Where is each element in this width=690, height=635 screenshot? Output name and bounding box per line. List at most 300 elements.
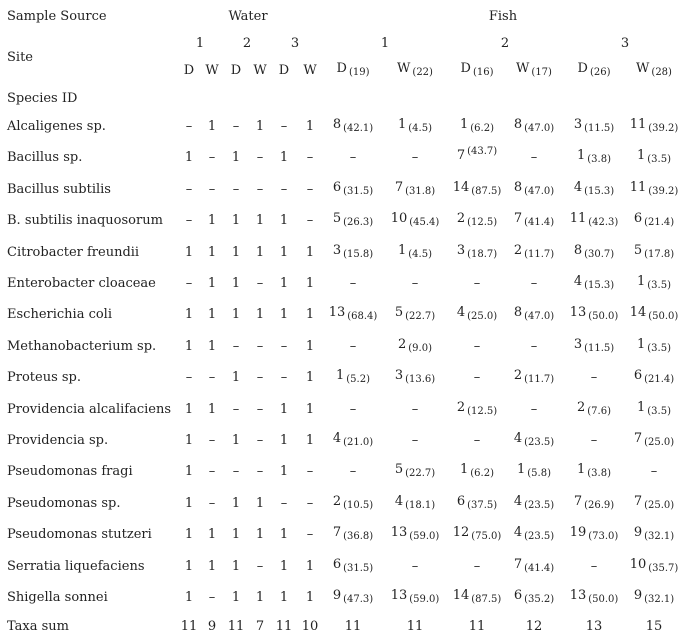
fish-cell <box>634 525 674 542</box>
fish-cell <box>460 462 494 479</box>
water-cell <box>232 276 240 292</box>
cell-percent: (50.0) <box>588 311 619 322</box>
cell-count: – <box>349 150 357 165</box>
cell-percent: (32.1) <box>644 531 675 542</box>
cell-count: 11 <box>629 117 647 132</box>
sum-value: 11 <box>227 619 245 634</box>
species-label: Proteus sp. <box>7 370 82 385</box>
fish-cell <box>531 276 538 292</box>
cell-count: 1 <box>398 117 407 132</box>
cell-count: 4 <box>573 180 583 195</box>
cell-percent: (5.2) <box>346 374 370 385</box>
cell-count: – <box>650 464 658 479</box>
cell-value: 1 <box>255 527 265 542</box>
sum-value: 11 <box>344 619 362 634</box>
cell-value: 1 <box>184 527 194 542</box>
water-cell <box>280 213 288 229</box>
taxa-sum-fish <box>345 619 362 635</box>
cell-count: 4 <box>456 305 466 320</box>
cell-value: 1 <box>231 307 241 322</box>
cell-count: – <box>411 402 419 417</box>
fish-cell <box>333 117 373 134</box>
water-cell <box>306 590 314 606</box>
fish-cell <box>457 211 497 228</box>
taxa-sum-water <box>228 619 245 635</box>
fish-cell <box>517 462 551 479</box>
water-cell <box>185 245 193 261</box>
cell-count: 5 <box>394 305 404 320</box>
species-label: Pseudomonas fragi <box>7 464 133 479</box>
fish-cell <box>336 368 370 385</box>
fish-cell <box>333 243 373 260</box>
cell-value: – <box>185 276 193 291</box>
fish-cell <box>514 368 554 385</box>
fish-site-1: 1 <box>380 36 390 51</box>
cell-percent: (39.2) <box>648 186 679 197</box>
cell-count: 1 <box>637 274 646 289</box>
water-cell <box>280 527 288 543</box>
cell-count: 1 <box>577 148 586 163</box>
cell-count: – <box>411 276 419 291</box>
cell-value: 1 <box>231 276 241 291</box>
water-dw-header <box>231 63 241 79</box>
cell-value: – <box>232 402 240 417</box>
fish-cell <box>474 370 481 386</box>
cell-percent: (21.4) <box>644 217 675 228</box>
cell-value: – <box>280 496 288 511</box>
cell-value: 1 <box>231 370 241 385</box>
water-cell <box>208 245 216 261</box>
water-cell <box>209 433 216 449</box>
cell-value: – <box>306 496 314 511</box>
fish-cell <box>333 180 373 197</box>
cell-count: 2 <box>513 243 523 258</box>
cell-percent: (47.0) <box>524 186 555 197</box>
water-cell <box>209 464 216 480</box>
cell-count: 6 <box>332 180 342 195</box>
taxa-sum-water <box>256 619 264 635</box>
fish-cell <box>514 243 554 260</box>
sample-count: (16) <box>472 67 494 78</box>
fish-cell <box>630 557 679 574</box>
cell-count: 7 <box>332 525 342 540</box>
water-cell <box>232 307 240 323</box>
cell-count: 8 <box>332 117 342 132</box>
cell-count: 4 <box>513 431 523 446</box>
water-cell <box>186 182 193 198</box>
cell-count: – <box>590 370 598 385</box>
cell-value: 1 <box>279 150 289 165</box>
cell-percent: (87.5) <box>471 594 502 605</box>
cell-count: 9 <box>633 588 643 603</box>
fish-cell <box>350 339 357 355</box>
water-cell <box>306 339 314 355</box>
dw-label: W <box>303 63 317 78</box>
sample-source-label: Sample Source <box>7 9 107 24</box>
cell-percent: (22.7) <box>405 468 436 479</box>
cell-count: 5 <box>394 462 404 477</box>
cell-percent: (12.5) <box>467 217 498 228</box>
cell-value: 1 <box>305 307 315 322</box>
cell-count: – <box>411 559 419 574</box>
water-group-label: Water <box>228 9 268 24</box>
cell-value: 1 <box>184 464 194 479</box>
cell-percent: (7.6) <box>587 406 611 417</box>
water-cell <box>307 464 314 480</box>
sample-count: (19) <box>348 67 370 78</box>
cell-percent: (26.9) <box>584 500 615 511</box>
cell-count: 12 <box>452 525 470 540</box>
cell-percent: (39.2) <box>648 123 679 134</box>
cell-percent: (3.5) <box>647 343 671 354</box>
cell-count: 7 <box>633 494 643 509</box>
cell-value: 1 <box>207 245 217 260</box>
fish-cell <box>634 211 674 228</box>
cell-percent: (35.2) <box>524 594 555 605</box>
sum-value: 7 <box>255 619 265 634</box>
cell-count: 3 <box>456 243 466 258</box>
fish-cell <box>412 433 419 449</box>
water-cell <box>307 182 314 198</box>
cell-count: – <box>473 559 481 574</box>
species-name <box>7 527 152 543</box>
cell-count: – <box>411 150 419 165</box>
cell-value: – <box>185 370 193 385</box>
fish-cell <box>531 339 538 355</box>
dw-label: D <box>460 61 471 76</box>
cell-percent: (25.0) <box>467 311 498 322</box>
cell-count: – <box>349 276 357 291</box>
species-name <box>7 402 171 418</box>
fish-cell <box>570 305 619 322</box>
water-cell <box>307 213 314 229</box>
fish-cell <box>514 117 554 134</box>
water-cell <box>232 150 240 166</box>
cell-value: 1 <box>255 245 265 260</box>
fish-cell <box>570 588 619 605</box>
cell-percent: (59.0) <box>409 594 440 605</box>
cell-count: – <box>349 339 357 354</box>
cell-count: – <box>530 402 538 417</box>
water-cell <box>232 370 240 386</box>
fish-cell <box>412 276 419 292</box>
cell-percent: (11.5) <box>584 343 615 354</box>
cell-count: 13 <box>569 305 587 320</box>
cell-value: 1 <box>305 339 315 354</box>
cell-value: – <box>256 150 264 165</box>
water-cell <box>280 464 288 480</box>
dw-label: W <box>397 61 411 76</box>
cell-count: – <box>411 433 419 448</box>
cell-value: 1 <box>184 402 194 417</box>
cell-value: – <box>256 433 264 448</box>
fish-cell <box>412 150 419 166</box>
water-cell <box>306 402 314 418</box>
cell-percent: (50.0) <box>648 311 679 322</box>
fish-group-label: Fish <box>488 9 518 24</box>
cell-percent: (5.8) <box>527 468 551 479</box>
cell-percent: (23.5) <box>524 531 555 542</box>
cell-count: – <box>349 402 357 417</box>
cell-count: 4 <box>573 274 583 289</box>
cell-percent: (3.5) <box>647 406 671 417</box>
water-cell <box>185 590 193 606</box>
species-name <box>7 119 106 135</box>
cell-percent: (47.0) <box>524 311 555 322</box>
cell-value: – <box>208 150 216 165</box>
water-cell <box>306 245 314 261</box>
water-cell <box>185 339 193 355</box>
taxa-sum-text: Taxa sum <box>7 619 69 634</box>
cell-value: – <box>185 213 193 228</box>
water-cell <box>256 119 264 135</box>
species-label: Providencia alcalifaciens <box>7 402 171 417</box>
cell-value: – <box>232 182 240 197</box>
water-cell <box>257 339 264 355</box>
taxa-sum-fish <box>407 619 424 635</box>
fish-cell <box>474 339 481 355</box>
water-cell <box>185 307 193 323</box>
water-cell <box>257 464 264 480</box>
cell-value: 1 <box>305 590 315 605</box>
fish-cell <box>333 525 373 542</box>
cell-percent: (15.8) <box>343 249 374 260</box>
cell-count: 1 <box>460 117 469 132</box>
fish-cell <box>570 525 619 542</box>
water-cell <box>208 559 216 575</box>
water-cell <box>232 433 240 449</box>
cell-value: 1 <box>231 590 241 605</box>
cell-percent: (41.4) <box>524 217 555 228</box>
cell-value: 1 <box>231 559 241 574</box>
dw-label: W <box>516 61 530 76</box>
cell-count: 14 <box>629 305 647 320</box>
fish-cell <box>574 117 614 134</box>
species-name <box>7 150 82 166</box>
taxa-sum-water <box>181 619 198 635</box>
cell-count: 8 <box>513 180 523 195</box>
fish-cell <box>453 588 502 605</box>
fish-cell <box>333 494 373 511</box>
cell-percent: (87.5) <box>471 186 502 197</box>
cell-value: – <box>306 213 314 228</box>
cell-percent: (17.8) <box>644 249 675 260</box>
fish-dw-header <box>516 61 552 78</box>
cell-value: 1 <box>231 433 241 448</box>
fish-cell <box>637 274 671 291</box>
fish-cell <box>514 525 554 542</box>
fish-cell <box>630 305 679 322</box>
cell-value: 1 <box>305 402 315 417</box>
cell-percent: (30.7) <box>584 249 615 260</box>
cell-value: 1 <box>255 496 265 511</box>
fish-cell <box>412 559 419 575</box>
cell-percent: (31.8) <box>405 186 436 197</box>
fish-dw-header <box>578 61 611 78</box>
cell-value: 1 <box>207 339 217 354</box>
cell-value: 1 <box>279 590 289 605</box>
species-label: Bacillus subtilis <box>7 182 111 197</box>
cell-count: 10 <box>629 557 647 572</box>
cell-percent: (3.5) <box>647 154 671 165</box>
cell-count: 6 <box>633 211 643 226</box>
water-cell <box>233 119 240 135</box>
fish-cell <box>350 402 357 418</box>
sample-count: (28) <box>651 67 672 78</box>
fish-cell <box>574 243 614 260</box>
cell-value: 1 <box>279 559 289 574</box>
water-cell <box>208 307 216 323</box>
cell-count: 13 <box>390 588 408 603</box>
cell-percent: (73.0) <box>588 531 619 542</box>
sample-count: (22) <box>412 67 433 78</box>
water-cell <box>232 213 240 229</box>
species-label: Methanobacterium sp. <box>7 339 157 354</box>
cell-count: – <box>349 464 357 479</box>
cell-value: 1 <box>184 307 194 322</box>
species-label: Pseudomonas stutzeri <box>7 527 152 542</box>
water-cell <box>307 496 314 512</box>
water-cell <box>280 590 288 606</box>
fish-cell <box>577 400 611 417</box>
cell-value: – <box>306 150 314 165</box>
fish-dw-header <box>397 61 433 78</box>
cell-value: – <box>208 370 216 385</box>
cell-count: 2 <box>456 400 466 415</box>
water-cell <box>185 150 193 166</box>
cell-count: 1 <box>637 400 646 415</box>
cell-percent: (42.3) <box>588 217 619 228</box>
species-label: Serratia liquefaciens <box>7 559 145 574</box>
sum-value: 15 <box>645 619 663 634</box>
fish-cell <box>514 557 554 574</box>
cell-value: – <box>256 402 264 417</box>
fish-dw-header <box>636 61 672 78</box>
fish-cell <box>531 150 538 166</box>
fish-cell <box>591 433 598 449</box>
cell-value: 1 <box>305 276 315 291</box>
water-cell <box>280 307 288 323</box>
cell-count: 4 <box>513 525 523 540</box>
cell-value: 1 <box>279 276 289 291</box>
cell-value: – <box>208 590 216 605</box>
cell-value: 1 <box>255 119 265 134</box>
cell-value: 1 <box>207 119 217 134</box>
cell-percent: (41.4) <box>524 563 555 574</box>
fish-cell <box>350 150 357 166</box>
cell-value: – <box>208 496 216 511</box>
cell-value: – <box>280 119 288 134</box>
cell-count: – <box>473 433 481 448</box>
fish-cell <box>651 464 658 480</box>
species-name <box>7 464 133 480</box>
cell-percent: (26.3) <box>343 217 374 228</box>
dw-label: D <box>230 63 242 78</box>
cell-percent: (6.2) <box>470 468 494 479</box>
cell-percent: (45.4) <box>409 217 440 228</box>
water-dw-header <box>253 63 266 79</box>
water-site-2: 2 <box>242 36 252 51</box>
fish-cell <box>333 211 373 228</box>
water-cell <box>208 527 216 543</box>
cell-percent: (25.0) <box>644 500 675 511</box>
fish-cell <box>630 180 679 197</box>
water-cell <box>232 559 240 575</box>
cell-value: 1 <box>305 245 315 260</box>
dw-label: W <box>205 63 219 78</box>
fish-cell <box>531 402 538 418</box>
cell-count: 6 <box>513 588 523 603</box>
cell-count: 4 <box>332 431 342 446</box>
fish-cell <box>634 368 674 385</box>
species-name <box>7 496 121 512</box>
water-cell <box>233 182 240 198</box>
dw-label: D <box>336 61 347 76</box>
taxa-sum-label <box>7 619 69 635</box>
cell-value: – <box>208 464 216 479</box>
water-cell <box>208 213 216 229</box>
cell-count: 3 <box>573 337 583 352</box>
cell-count: 19 <box>569 525 587 540</box>
cell-percent: (42.1) <box>343 123 374 134</box>
cell-value: 1 <box>279 527 289 542</box>
water-cell <box>232 496 240 512</box>
species-name <box>7 370 81 386</box>
water-cell <box>185 496 193 512</box>
fish-cell <box>574 274 614 291</box>
cell-percent: (18.1) <box>405 500 436 511</box>
fish-cell <box>574 337 614 354</box>
cell-percent: (47.3) <box>343 594 374 605</box>
cell-count: – <box>590 433 598 448</box>
cell-percent: (11.7) <box>524 374 555 385</box>
fish-cell <box>637 337 671 354</box>
water-cell <box>208 339 216 355</box>
water-cell <box>257 150 264 166</box>
water-cell <box>256 496 264 512</box>
cell-value: 1 <box>255 213 265 228</box>
cell-value: 1 <box>231 245 241 260</box>
taxa-sum-water <box>208 619 216 635</box>
dw-label: W <box>253 63 267 78</box>
water-cell <box>185 433 193 449</box>
water-cell <box>208 402 216 418</box>
cell-count: 4 <box>513 494 523 509</box>
fish-cell <box>637 400 671 417</box>
cell-value: – <box>280 182 288 197</box>
water-cell <box>281 370 288 386</box>
cell-value: 1 <box>184 496 194 511</box>
fish-cell <box>395 305 435 322</box>
cell-count: 1 <box>336 368 345 383</box>
water-cell <box>209 182 216 198</box>
species-name <box>7 339 156 355</box>
water-cell <box>209 590 216 606</box>
cell-percent: (31.5) <box>343 186 374 197</box>
cell-count: 7 <box>513 211 523 226</box>
taxa-sum-fish <box>526 619 543 635</box>
cell-percent: (36.8) <box>343 531 374 542</box>
fish-cell <box>514 180 554 197</box>
cell-value: – <box>280 370 288 385</box>
sample-count: (26) <box>589 67 611 78</box>
cell-value: 1 <box>207 527 217 542</box>
taxa-sum-water <box>276 619 293 635</box>
fish-cell <box>453 525 502 542</box>
fish-dw-header <box>461 61 494 78</box>
cell-percent: (4.5) <box>408 249 432 260</box>
water-cell <box>186 276 193 292</box>
